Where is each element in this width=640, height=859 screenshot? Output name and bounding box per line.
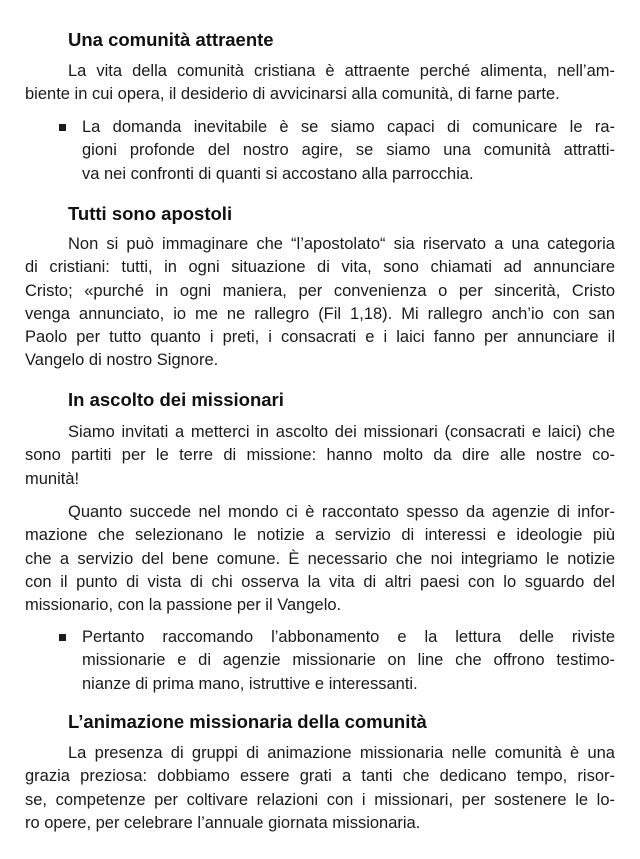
paragraph-line: sono partiti per le terre di missione: hanno molto da dire alle nostre co- bbox=[25, 446, 615, 465]
bullet-line: va nei confronti di quanti si accostano alla parrocchia. bbox=[82, 164, 474, 183]
paragraph-line: venga annunciato, io me ne rallegro (Fil 1,18). Mi rallegro anch’io con san bbox=[25, 304, 615, 323]
paragraph-line: mazione che selezionano le notizie a servizio di interessi e ideologie più bbox=[25, 526, 615, 545]
paragraph bbox=[25, 60, 615, 107]
paragraph-line: missionario, con la passione per il Vangelo. bbox=[25, 596, 342, 615]
paragraph-line: Siamo invitati a metterci in ascolto dei missionari (consacrati e laici) che bbox=[68, 423, 615, 441]
paragraph-line: Non si può immaginare che “l’apostolato“ sia riservato a una categoria bbox=[68, 235, 615, 253]
paragraph-line: La vita della comunità cristiana è attraente perché alimenta, nell’am- bbox=[68, 62, 615, 80]
paragraph-line: ro opere, per celebrare l’annuale giornata missionaria. bbox=[25, 813, 421, 832]
paragraph bbox=[25, 742, 615, 835]
bullet-line: nianze di prima mano, istruttive e interessanti. bbox=[82, 674, 418, 693]
paragraph-line: Paolo per tutto quanto i preti, i consacrati e i laici fanno per annunciare il bbox=[25, 328, 615, 347]
bullet-line: Pertanto raccomando l’abbonamento e la lettura delle riviste bbox=[82, 628, 615, 646]
paragraph-line: La presenza di gruppi di animazione missionaria nelle comunità è una bbox=[68, 744, 615, 762]
paragraph-line: che a servizio del bene comune. È necessario che noi integriamo le notizie bbox=[25, 549, 615, 568]
paragraph-line: con il punto di vista di chi osserva la vita di altri paesi con lo sguardo del bbox=[25, 572, 615, 591]
section-heading: Una comunità attraente bbox=[68, 29, 274, 50]
paragraph-line: Quanto succede nel mondo ci è raccontato spesso da agenzie di infor- bbox=[68, 503, 615, 521]
bullet-line: missionarie e di agenzie missionarie on line che offrono testimo- bbox=[82, 651, 615, 670]
square-bullet-icon bbox=[59, 124, 66, 131]
bullet-text bbox=[82, 116, 615, 186]
paragraph-line: Cristo; «purché in ogni maniera, per convenienza o per sincerità, Cristo bbox=[25, 281, 615, 300]
paragraph bbox=[25, 233, 615, 373]
paragraph-line: grazia preziosa: dobbiamo essere grati a tanti che dedicano tempo, risor- bbox=[25, 767, 615, 786]
paragraph-line: biente in cui opera, il desiderio di avvicinarsi alla comunità, di farne parte. bbox=[25, 85, 560, 104]
paragraph-line: Vangelo di nostro Signore. bbox=[25, 351, 219, 370]
bullet-line: La domanda inevitabile è se siamo capaci di comunicare le ra- bbox=[82, 118, 615, 136]
paragraph-line: munità! bbox=[25, 469, 80, 488]
paragraph-line: di cristiani: tutti, in ogni situazione di vita, sono chiamati ad annunciare bbox=[25, 258, 615, 277]
paragraph bbox=[25, 421, 615, 491]
section-heading: In ascolto dei missionari bbox=[68, 389, 284, 410]
bullet-line: gioni profonde del nostro agire, se siamo una comunità attratti- bbox=[82, 141, 615, 160]
section-heading: Tutti sono apostoli bbox=[68, 203, 233, 224]
bullet-text bbox=[82, 626, 615, 696]
square-bullet-icon bbox=[59, 634, 66, 641]
paragraph-line: se, competenze per coltivare relazioni con i missionari, per sostenere le lo- bbox=[25, 790, 615, 809]
paragraph bbox=[25, 501, 615, 617]
section-heading: L’animazione missionaria della comunità bbox=[68, 711, 427, 732]
